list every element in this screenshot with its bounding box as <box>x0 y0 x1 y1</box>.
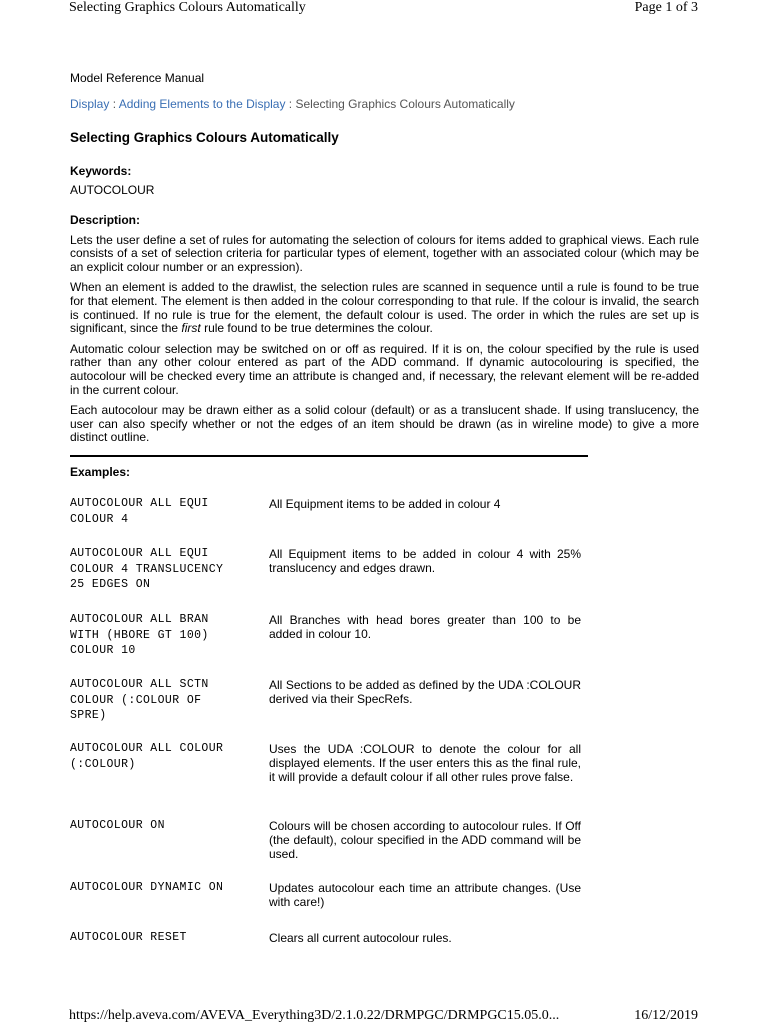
examples-label: Examples: <box>70 464 131 479</box>
breadcrumb-link-adding-elements[interactable]: Adding Elements to the Display <box>118 96 286 111</box>
example-description: Clears all current autocolour rules. <box>269 931 452 946</box>
emphasis-first: first <box>181 321 201 336</box>
example-row <box>70 677 582 741</box>
description-paragraph: Lets the user define a set of rules for automating the selection of colours for items added to graphical views. Each rule consists of a set of selection criteria for particular types of element, together with an associated colour (which may be an explicit colour number or an expression). <box>70 232 699 274</box>
example-description: All Branches with head bores greater than 100 to be added in colour 10. <box>269 613 581 642</box>
keywords-label: Keywords: <box>70 163 132 178</box>
example-description: Updates autocolour each time an attribute changes. (Use with care!) <box>269 881 581 910</box>
example-command: AUTOCOLOUR ALL BRAN WITH (HBORE GT 100) COLOUR 10 <box>70 613 209 658</box>
example-row <box>70 612 582 677</box>
print-header-page-number: Page 1 of 3 <box>634 0 698 15</box>
page-title: Selecting Graphics Colours Automatically <box>70 130 339 146</box>
example-description: All Equipment items to be added in colour 4 <box>269 497 501 512</box>
document-body <box>70 72 699 950</box>
manual-name: Model Reference Manual <box>70 71 205 85</box>
description-paragraph: When an element is added to the drawlist, the selection rules are scanned in sequence until a rule is found to be true for that element. The element is then added in the colour corresponding to that rule. If the colour is invalid, the search is continued. If no rule is true for the element, the default colour is used. The order in which the rules are set up is significant, since the first rule found to be true determines the colour. <box>70 280 699 336</box>
print-footer-date: 16/12/2019 <box>634 1008 698 1023</box>
example-row <box>70 880 582 930</box>
breadcrumb-link-display[interactable]: Display <box>70 96 110 111</box>
print-header-title: Selecting Graphics Colours Automatically <box>69 0 306 15</box>
example-description: Uses the UDA :COLOUR to denote the colour for all displayed elements. If the user enters this as the final rule, it will provide a default colour if all other rules prove false. <box>269 742 581 784</box>
example-command: AUTOCOLOUR RESET <box>70 931 187 945</box>
example-row <box>70 741 582 818</box>
section-divider <box>70 455 588 457</box>
example-description: Colours will be chosen according to autocolour rules. If Off (the default), colour specified in the ADD command will be used. <box>269 819 581 861</box>
example-command: AUTOCOLOUR ON <box>70 819 165 833</box>
example-command: AUTOCOLOUR ALL SCTN COLOUR (:COLOUR OF SPRE) <box>70 678 209 723</box>
example-row <box>70 496 582 546</box>
description-paragraph: Each autocolour may be drawn either as a solid colour (default) or as a translucent shade. If using translucency, the user can also specify whether or not the edges of an item should be drawn (as in wireline mode) to give a more distinct outline. <box>70 403 699 445</box>
example-row <box>70 546 582 612</box>
breadcrumb-separator: : <box>285 96 296 111</box>
example-command: AUTOCOLOUR ALL EQUI COLOUR 4 <box>70 497 209 526</box>
description-label: Description: <box>70 212 141 227</box>
breadcrumb-separator: : <box>109 96 119 111</box>
example-description: All Equipment items to be added in colour 4 with 25% translucency and edges drawn. <box>269 547 581 576</box>
example-command: AUTOCOLOUR DYNAMIC ON <box>70 881 224 895</box>
breadcrumb-current: Selecting Graphics Colours Automatically <box>295 96 515 111</box>
example-row <box>70 818 582 880</box>
example-description: All Sections to be added as defined by the UDA :COLOUR derived via their SpecRefs. <box>269 678 581 707</box>
breadcrumb <box>70 98 699 112</box>
examples-table <box>70 496 699 950</box>
description-paragraph: Automatic colour selection may be switched on or off as required. If it is on, the colour specified by the rule is used rather than any other colour entered as part of the ADD command. If dynamic autocolouring is specified, the autocolour will be checked every time an attribute is changed and, if necessary, the relevant element will be re-added in the current colour. <box>70 341 699 397</box>
example-command: AUTOCOLOUR ALL COLOUR (:COLOUR) <box>70 742 224 771</box>
example-row <box>70 930 582 950</box>
keywords-value: AUTOCOLOUR <box>70 183 155 198</box>
print-footer-url: https://help.aveva.com/AVEVA_Everything3D/2.1.0.22/DRMPGC/DRMPGC15.05.0... <box>69 1008 560 1023</box>
example-command: AUTOCOLOUR ALL EQUI COLOUR 4 TRANSLUCENCY 25 EDGES ON <box>70 547 224 592</box>
